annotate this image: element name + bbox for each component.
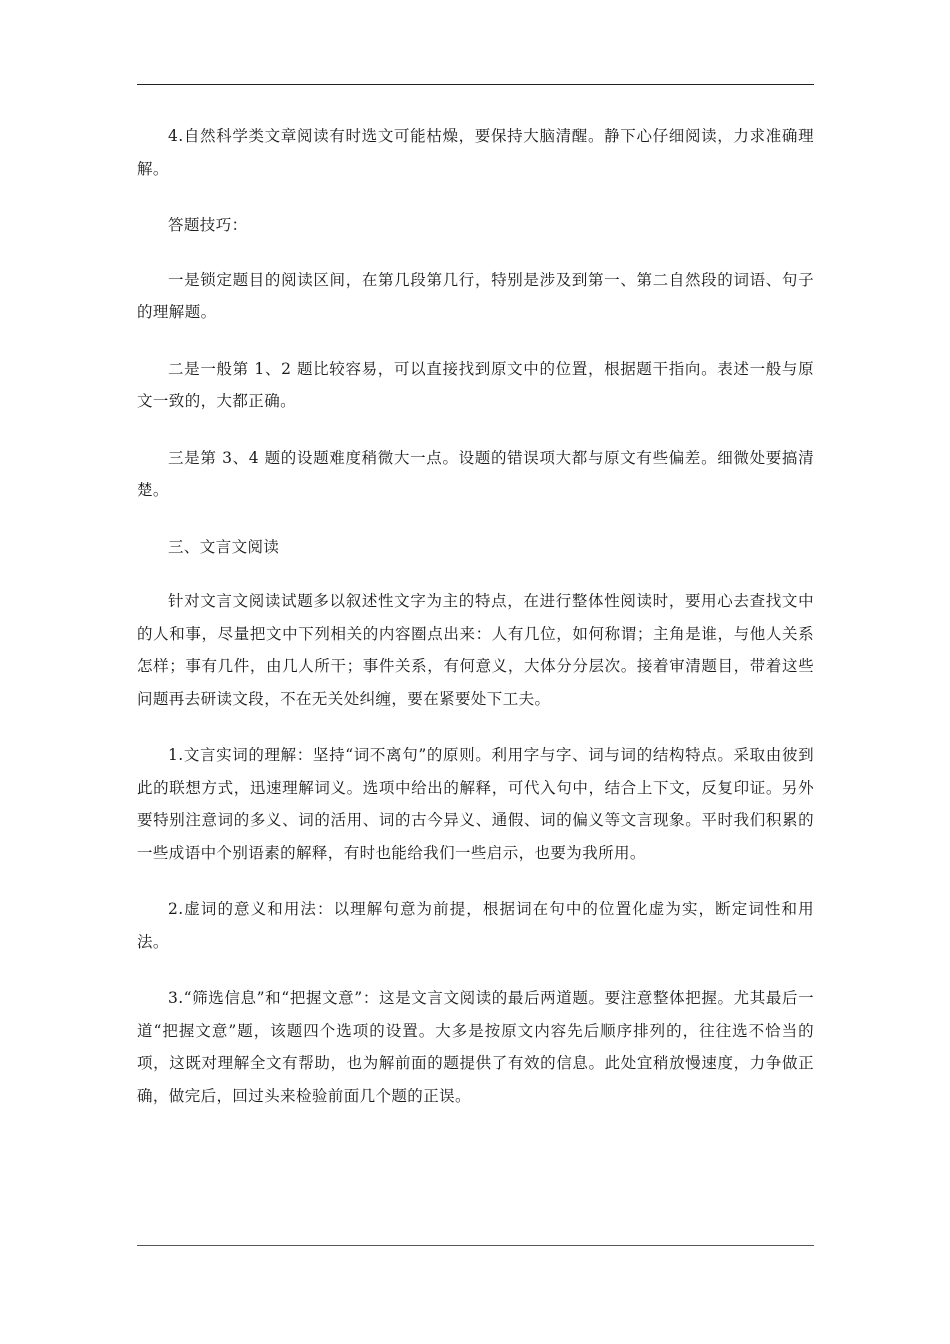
header-rule — [137, 84, 814, 85]
section-heading-classical-chinese: 三、文言文阅读 — [168, 537, 280, 556]
paragraph-content-words: 1.文言实词的理解：坚持“词不离句”的原则。利用字与字、词与词的结构特点。采取由彼到此的联想方式，迅速理解词义。选项中给出的解释，可代入句中，结合上下文，反复印证。另外要特别注意词的多义、词的活用、词的古今异义、通假、词的偏义等文言现象。平时我们积累的一些成语中个别语素的解释，有时也能给我们一些启示，也要为我所用。 — [137, 746, 814, 862]
paragraph-classical-reading-intro: 针对文言文阅读试题多以叙述性文字为主的特点，在进行整体性阅读时，要用心去查找文中的人和事，尽量把文中下列相关的内容圈点出来：人有几位，如何称谓；主角是谁，与他人关系怎样；事有几件，由几人所干；事件关系，有何意义，大体分分层次。接着审清题目，带着这些问题再去研读文段，不在无关处纠缠，要在紧要处下工夫。 — [137, 592, 814, 708]
footer-rule — [137, 1245, 814, 1246]
paragraph-skill-two: 二是一般第 1、2 题比较容易，可以直接找到原文中的位置，根据题干指向。表述一般与原文一致的，大都正确。 — [137, 359, 814, 410]
paragraph-skill-one: 一是锁定题目的阅读区间，在第几段第几行，特别是涉及到第一、第二自然段的词语、句子的理解题。 — [137, 270, 814, 321]
paragraph-filter-information: 3.“筛选信息”和“把握文意”：这是文言文阅读的最后两道题。要注意整体把握。尤其最后一道“把握文意”题，该题四个选项的设置。大多是按原文内容先后顺序排列的，往往选不恰当的项，这既对理解全文有帮助，也为解前面的题提供了有效的信息。此处宜稍放慢速度，力争做正确，做完后，回过头来检验前面几个题的正误。 — [137, 989, 814, 1105]
document-body — [137, 120, 814, 1136]
paragraph-answer-skills-heading: 答题技巧： — [168, 216, 248, 234]
paragraph-function-words: 2.虚词的意义和用法：以理解句意为前提，根据词在句中的位置化虚为实，断定词性和用法。 — [137, 900, 814, 951]
paragraph-skill-three: 三是第 3、4 题的设题难度稍微大一点。设题的错误项大都与原文有些偏差。细微处要搞清楚。 — [137, 448, 814, 499]
paragraph-natural-science-tip: 4.自然科学类文章阅读有时选文可能枯燥，要保持大脑清醒。静下心仔细阅读，力求准确理解。 — [137, 127, 814, 178]
